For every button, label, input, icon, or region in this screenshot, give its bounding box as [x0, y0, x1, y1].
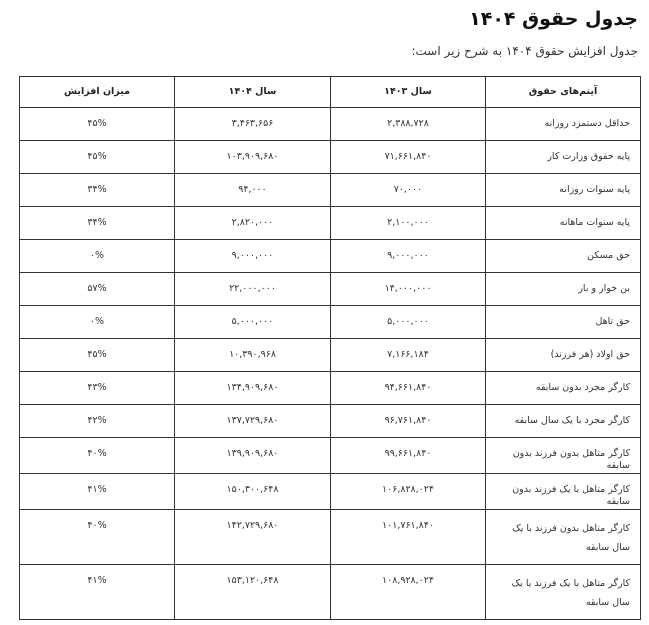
header-year-1404: سال ۱۴۰۴ — [175, 77, 331, 108]
row-item-label: حق مسکن — [486, 240, 641, 273]
row-value-1404: ۱۰,۳۹۰,۹۶۸ — [175, 339, 331, 372]
header-increase-rate: میزان افزایش — [20, 77, 175, 108]
row-value-1403: ۹,۰۰۰,۰۰۰ — [331, 240, 486, 273]
row-value-1403: ۹۴,۶۶۱,۸۴۰ — [331, 372, 486, 405]
row-value-1404: ۱۳۴,۹۰۹,۶۸۰ — [175, 372, 331, 405]
table-row — [20, 405, 641, 438]
row-increase: ۴۵% — [20, 141, 175, 174]
row-item-label: پایه سنوات روزانه — [486, 174, 641, 207]
row-item-label: کارگر متاهل با یک فرزند با یک سال سابقه — [486, 564, 641, 619]
row-increase: ۴۲% — [20, 405, 175, 438]
row-value-1403: ۲,۱۰۰,۰۰۰ — [331, 207, 486, 240]
row-value-1403: ۵,۰۰۰,۰۰۰ — [331, 306, 486, 339]
row-increase: ۰% — [20, 306, 175, 339]
table-row — [20, 438, 641, 474]
row-value-1403: ۷۱,۶۶۱,۸۴۰ — [331, 141, 486, 174]
table-row — [20, 207, 641, 240]
table-row — [20, 564, 641, 619]
row-increase: ۴۱% — [20, 564, 175, 619]
row-value-1404: ۹,۰۰۰,۰۰۰ — [175, 240, 331, 273]
header-salary-items: آیتم‌های حقوق — [486, 77, 641, 108]
row-increase: ۴۰% — [20, 509, 175, 564]
row-value-1404: ۹۴,۰۰۰ — [175, 174, 331, 207]
table-row — [20, 273, 641, 306]
row-item-label: کارگر مجرد بدون سابقه — [486, 372, 641, 405]
row-value-1403: ۹۹,۶۶۱,۸۴۰ — [331, 438, 486, 474]
row-item-label: کارگر متاهل بدون فرزند با یک سال سابقه — [486, 509, 641, 564]
table-header-row — [20, 77, 641, 108]
row-increase: ۰% — [20, 240, 175, 273]
table-row — [20, 174, 641, 207]
table-row — [20, 306, 641, 339]
row-value-1403: ۱۰۶,۸۲۸,۰۲۴ — [331, 473, 486, 509]
table-row — [20, 372, 641, 405]
row-value-1404: ۳,۴۶۳,۶۵۶ — [175, 108, 331, 141]
row-item-label: پایه حقوق وزارت کار — [486, 141, 641, 174]
row-increase: ۵۷% — [20, 273, 175, 306]
salary-table — [19, 76, 641, 620]
row-item-label: حق تاهل — [486, 306, 641, 339]
row-value-1403: ۲,۳۸۸,۷۲۸ — [331, 108, 486, 141]
row-item-label: حق اولاد (هر فرزند) — [486, 339, 641, 372]
row-increase: ۳۴% — [20, 207, 175, 240]
page-title: جدول حقوق ۱۴۰۴ — [469, 8, 638, 30]
row-value-1404: ۱۴۲,۷۲۹,۶۸۰ — [175, 509, 331, 564]
table-row — [20, 473, 641, 509]
row-value-1404: ۲,۸۲۰,۰۰۰ — [175, 207, 331, 240]
row-increase: ۴۵% — [20, 108, 175, 141]
row-value-1403: ۱۴,۰۰۰,۰۰۰ — [331, 273, 486, 306]
row-value-1403: ۷۰,۰۰۰ — [331, 174, 486, 207]
row-increase: ۴۳% — [20, 372, 175, 405]
row-increase: ۴۰% — [20, 438, 175, 474]
row-item-label: کارگر متاهل با یک فرزند بدون سابقه — [486, 473, 641, 509]
row-increase: ۴۵% — [20, 339, 175, 372]
row-increase: ۳۴% — [20, 174, 175, 207]
row-item-label: کارگر مجرد با یک سال سابقه — [486, 405, 641, 438]
row-value-1403: ۱۰۱,۷۶۱,۸۴۰ — [331, 509, 486, 564]
row-item-label: کارگر متاهل بدون فرزند بدون سابقه — [486, 438, 641, 474]
row-value-1404: ۱۳۷,۷۲۹,۶۸۰ — [175, 405, 331, 438]
table-intro-text: جدول افزایش حقوق ۱۴۰۴ به شرح زیر است: — [411, 44, 638, 58]
table-row — [20, 509, 641, 564]
row-value-1404: ۱۵۰,۳۰۰,۶۴۸ — [175, 473, 331, 509]
table-row — [20, 108, 641, 141]
table-row — [20, 339, 641, 372]
row-value-1404: ۱۵۳,۱۲۰,۶۴۸ — [175, 564, 331, 619]
row-value-1404: ۱۳۹,۹۰۹,۶۸۰ — [175, 438, 331, 474]
row-value-1404: ۵,۰۰۰,۰۰۰ — [175, 306, 331, 339]
table-row — [20, 141, 641, 174]
row-value-1403: ۹۶,۷۶۱,۸۴۰ — [331, 405, 486, 438]
row-value-1403: ۷,۱۶۶,۱۸۴ — [331, 339, 486, 372]
table-row — [20, 240, 641, 273]
row-item-label: پایه سنوات ماهانه — [486, 207, 641, 240]
row-increase: ۴۱% — [20, 473, 175, 509]
row-value-1404: ۲۲,۰۰۰,۰۰۰ — [175, 273, 331, 306]
row-item-label: بن خوار و بار — [486, 273, 641, 306]
row-value-1403: ۱۰۸,۹۲۸,۰۲۴ — [331, 564, 486, 619]
header-year-1403: سال ۱۴۰۳ — [331, 77, 486, 108]
row-item-label: حداقل دستمزد روزانه — [486, 108, 641, 141]
row-value-1404: ۱۰۳,۹۰۹,۶۸۰ — [175, 141, 331, 174]
